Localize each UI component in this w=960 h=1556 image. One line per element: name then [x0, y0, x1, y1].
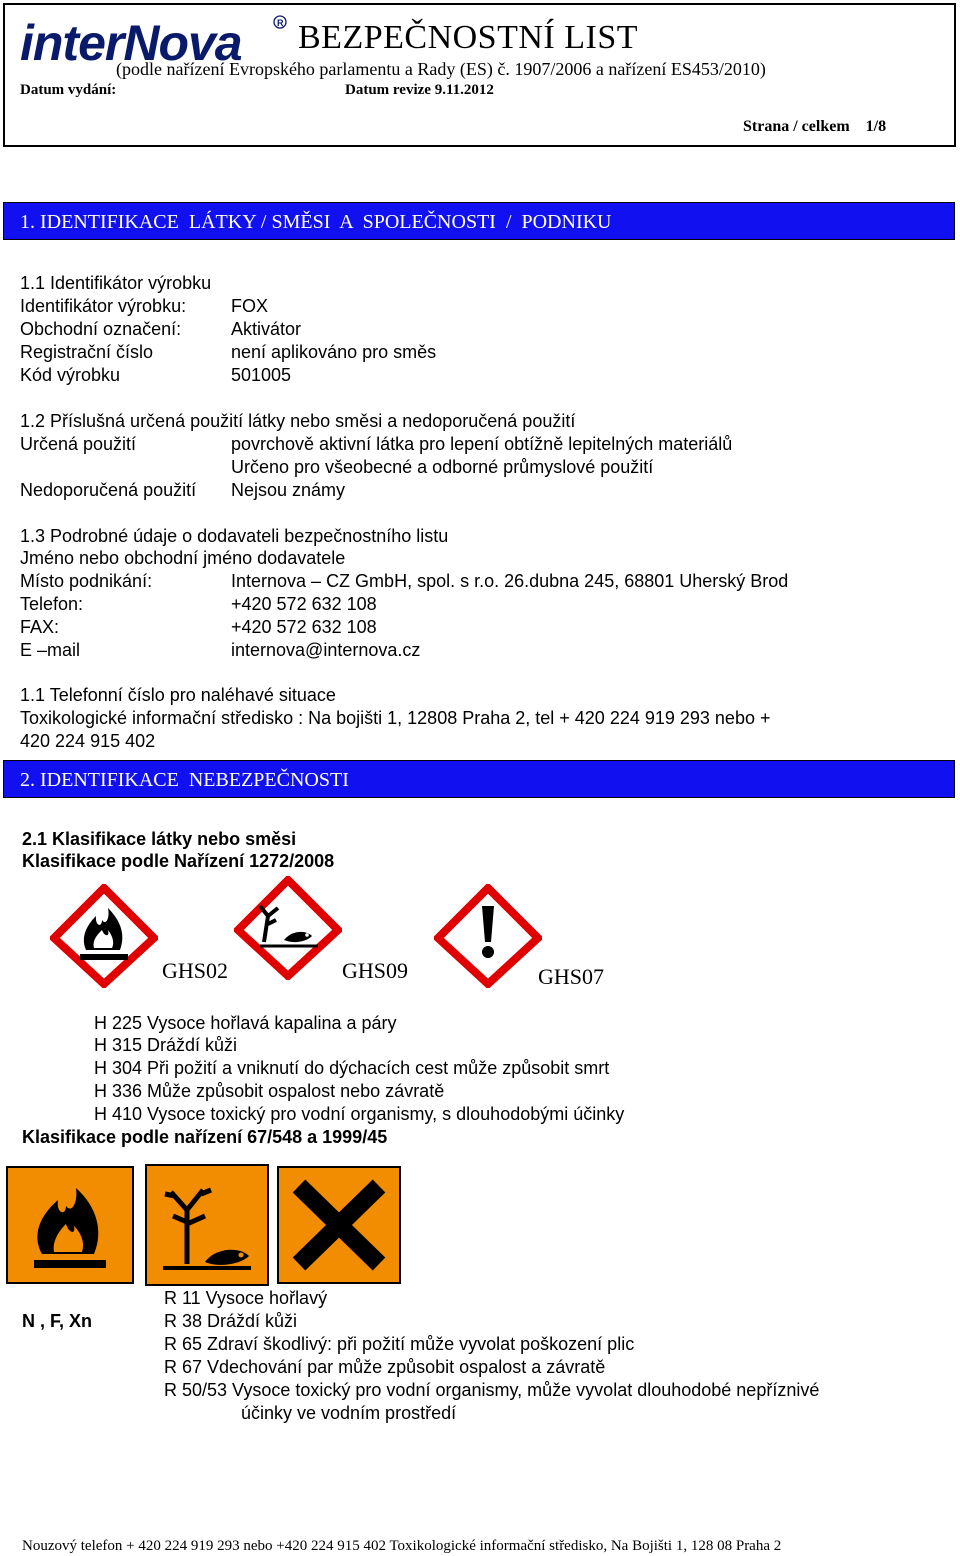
- s13-subtitle: Jméno nebo obchodní jméno dodavatele: [20, 548, 346, 568]
- s12-use-value-1: povrchově aktivní látka pro lepení obtížně lepitelných materiálů: [231, 434, 733, 454]
- s12-use-value-2: Určeno pro všeobecné a odborné průmyslové použití: [231, 457, 654, 477]
- s11-label-1: Obchodní označení:: [20, 319, 182, 339]
- s13-value-1: +420 572 632 108: [231, 594, 377, 614]
- ghs-label-0: GHS02: [162, 958, 229, 983]
- s11-value-2: není aplikováno pro směs: [231, 342, 437, 362]
- section-2-bar: [3, 760, 955, 798]
- dsd-flammable-flame-icon: [6, 1166, 134, 1284]
- revision-date-label: Datum revize 9.11.2012: [345, 82, 494, 98]
- dsd-symbols-code: N , F, Xn: [22, 1311, 93, 1331]
- s14-line-1: Toxikologické informační středisko : Na bojišti 1, 12808 Praha 2, tel + 420 224 919 293 nebo +: [20, 708, 771, 728]
- s12-notrec-label: Nedoporučená použití: [20, 480, 197, 500]
- page-footer: Nouzový telefon + 420 224 919 293 nebo +420 224 915 402 Toxikologické informační středisko, Na Bojišti 1, 128 08 Praha 2: [22, 1538, 782, 1554]
- r-phrase-0: R 11 Vysoce hořlavý: [164, 1288, 328, 1308]
- s13-label-1: Telefon:: [20, 594, 84, 614]
- h-statement-4: H 410 Vysoce toxický pro vodní organismy, s dlouhodobými účinky: [94, 1104, 625, 1124]
- ghs-label-2: GHS07: [538, 964, 605, 989]
- s13-value-3[interactable]: internova@internova.cz: [231, 640, 421, 660]
- ghs07-exclamation-icon: [434, 884, 542, 988]
- s11-value-1: Aktivátor: [231, 319, 302, 339]
- r-phrase-3: R 67 Vdechování par může způsobit ospalost a závratě: [164, 1357, 606, 1377]
- r-phrase-4: R 50/53 Vysoce toxický pro vodní organismy, může vyvolat dlouhodobé nepříznivé: [164, 1380, 820, 1400]
- s13-value-2: +420 572 632 108: [231, 617, 377, 637]
- s12-use-label: Určená použití: [20, 434, 137, 454]
- s11-value-3: 501005: [231, 365, 292, 385]
- s21-title: 2.1 Klasifikace látky nebo směsi: [22, 829, 297, 849]
- s11-label-3: Kód výrobku: [20, 365, 121, 385]
- h-statement-3: H 336 Může způsobit ospalost nebo závratě: [94, 1081, 445, 1101]
- svg-text:R: R: [277, 18, 284, 28]
- ghs02-flame-icon: [50, 884, 158, 988]
- dsd-harmful-cross-icon: [277, 1166, 401, 1284]
- s12-notrec-value: Nejsou známy: [231, 480, 346, 500]
- s11-label-2: Registrační číslo: [20, 342, 154, 362]
- s14-line-2: 420 224 915 402: [20, 731, 156, 751]
- h-statement-0: H 225 Vysoce hořlavá kapalina a páry: [94, 1013, 397, 1033]
- r-phrase-4-cont: účinky ve vodním prostředí: [241, 1403, 457, 1423]
- h-statement-2: H 304 Při požití a vniknutí do dýchacích cest může způsobit smrt: [94, 1058, 610, 1078]
- section-2-heading: 2. IDENTIFIKACE NEBEZPEČNOSTI: [20, 769, 349, 791]
- issue-date-label: Datum vydání:: [20, 82, 117, 98]
- ghs-label-1: GHS09: [342, 958, 409, 983]
- s13-label-0: Místo podnikání:: [20, 571, 153, 591]
- s13-label-3: E –mail: [20, 640, 81, 660]
- dsd-environment-icon: [145, 1164, 269, 1286]
- section-1-bar: [3, 202, 955, 240]
- document-title: BEZPEČNOSTNÍ LIST: [298, 19, 638, 56]
- clp-title: Klasifikace podle Nařízení 1272/2008: [22, 851, 335, 871]
- s13-label-2: FAX:: [20, 617, 60, 637]
- document-subtitle: (podle nařízení Evropského parlamentu a Rady (ES) č. 1907/2006 a nařízení ES453/2010): [116, 59, 766, 79]
- r-phrase-2: R 65 Zdraví škodlivý: při požití může vyvolat poškození plic: [164, 1334, 635, 1354]
- s13-title: 1.3 Podrobné údaje o dodavateli bezpečnostního listu: [20, 526, 449, 546]
- r-phrase-1: R 38 Dráždí kůži: [164, 1311, 298, 1331]
- s11-value-0: FOX: [231, 296, 269, 316]
- s14-title: 1.1 Telefonní číslo pro naléhavé situace: [20, 685, 336, 705]
- h-statement-1: H 315 Dráždí kůži: [94, 1035, 238, 1055]
- s12-title: 1.2 Příslušná určená použití látky nebo směsi a nedoporučená použití: [20, 411, 576, 431]
- ghs09-environment-icon: [234, 876, 342, 980]
- s11-title: 1.1 Identifikátor výrobku: [20, 273, 212, 293]
- logo-text: interNova: [20, 15, 242, 70]
- section-1-heading: 1. IDENTIFIKACE LÁTKY / SMĚSI A SPOLEČNOSTI / PODNIKU: [20, 211, 612, 233]
- s11-label-0: Identifikátor výrobku:: [20, 296, 187, 316]
- dsd-title: Klasifikace podle nařízení 67/548 a 1999/45: [22, 1127, 388, 1147]
- page-counter: Strana / celkem 1/8: [743, 118, 887, 135]
- s13-value-0: Internova – CZ GmbH, spol. s r.o. 26.dubna 245, 68801 Uherský Brod: [231, 571, 789, 591]
